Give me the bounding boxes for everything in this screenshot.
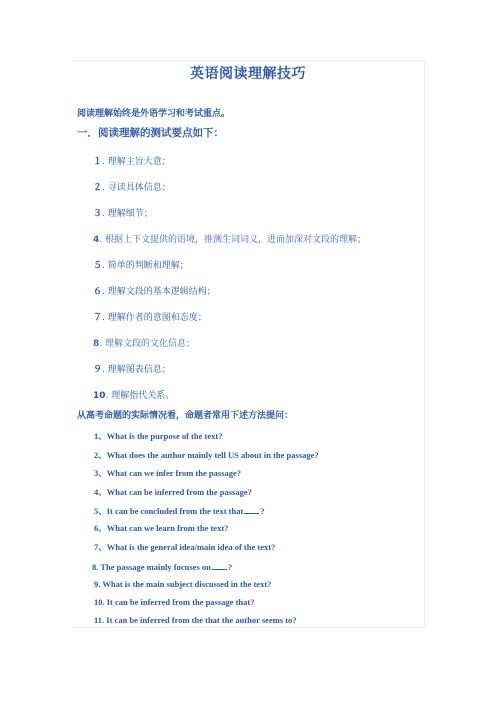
intro-line: 阅读理解始终是外语学习和考试重点。 [77, 109, 231, 119]
point-text: . 理解指代关系。 [105, 391, 175, 401]
test-point [93, 390, 174, 402]
answer-blank [212, 561, 227, 570]
question-text: 4、What can be inferred from the passage? [94, 487, 252, 497]
point-text: . 寻读具体信息； [102, 183, 171, 193]
question-text: 3、What can we infer from the passage? [94, 468, 242, 478]
question-text: 9. What is the main subject discussed in the text? [94, 579, 272, 589]
point-text: . 理解文段的基本逻辑结构； [102, 287, 216, 297]
test-point [93, 286, 216, 298]
question-text: 1、What is the purpose of the text? [94, 431, 223, 441]
point-number: ７ [93, 313, 103, 323]
test-point [93, 312, 207, 324]
question-text: 7、What is the general idea/main idea of the text? [94, 542, 276, 552]
point-number: ３ [93, 209, 103, 219]
point-number: ５ [93, 261, 103, 271]
point-number: ９ [93, 365, 103, 375]
test-point [93, 338, 195, 350]
point-number: ２ [93, 183, 103, 193]
question-item [94, 431, 222, 442]
question-item [94, 542, 275, 553]
question-suffix: ? [260, 506, 265, 516]
question-item [94, 579, 271, 590]
point-number: 8 [93, 339, 100, 349]
test-point [93, 182, 171, 194]
point-text: . 理解细节； [102, 209, 153, 219]
point-number: 10 [93, 391, 106, 401]
point-number: ６ [93, 287, 103, 297]
question-suffix: ? [227, 562, 233, 572]
point-number: 4 [93, 235, 100, 245]
question-text: 10. It can be inferred from the passage that? [94, 597, 255, 607]
question-text: 11. It can be inferred from the that the author seems to? [94, 615, 297, 625]
question-text: 6、What can we learn from the text? [94, 523, 229, 533]
section-heading: 一．阅读理解的测试要点如下： [77, 127, 224, 139]
point-text: . 理解图表信息； [102, 365, 171, 375]
answer-blank [244, 505, 259, 514]
document-title: 英语阅读理解技巧 [190, 66, 306, 82]
question-text: 5、It can be concluded from the text that [94, 506, 244, 516]
question-item [94, 523, 228, 534]
test-point [93, 208, 153, 220]
test-point [93, 364, 171, 376]
question-text: 2、What does the author mainly tell US about in the passage? [94, 450, 319, 460]
point-text: . 理解主旨大意； [102, 157, 171, 167]
point-text: . 理解作者的意图和态度； [102, 313, 207, 323]
point-number: １ [93, 157, 103, 167]
question-item [94, 597, 254, 608]
question-item [94, 468, 241, 479]
question-item [94, 487, 252, 498]
point-text: . 理解文段的文化信息； [99, 339, 195, 349]
question-item [92, 561, 232, 573]
question-heading: 从高考命题的实际情况看，命题者常用下述方法提问： [77, 411, 294, 421]
test-point [93, 234, 366, 246]
test-point [93, 156, 171, 168]
question-item [94, 505, 265, 517]
point-text: . 简单的判断和理解； [102, 261, 189, 271]
test-point [93, 260, 189, 272]
question-item [94, 450, 319, 461]
question-item [94, 615, 297, 626]
question-text: 8. The passage mainly focuses on [92, 562, 211, 572]
point-text: . 根据上下文提供的语境，推测生词词义，进而加深对文段的理解； [99, 235, 366, 245]
